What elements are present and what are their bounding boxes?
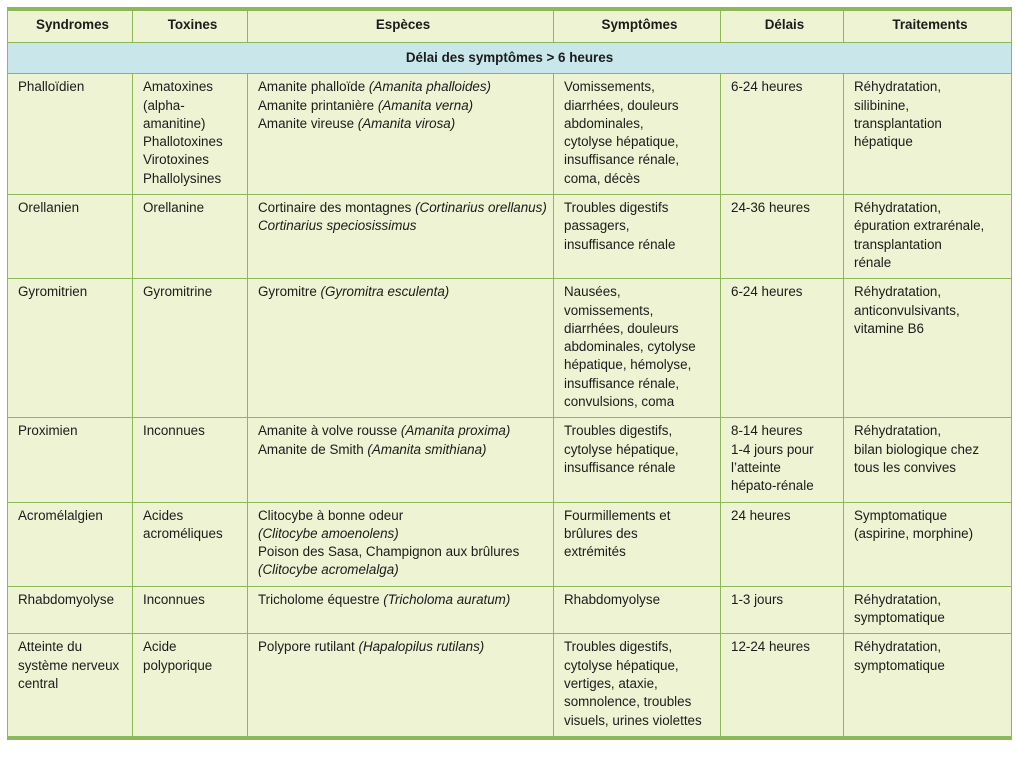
syndrome-line: système nerveux — [18, 657, 120, 673]
toxins-line: Phallolysines — [143, 170, 222, 186]
species-cell — [248, 74, 554, 195]
syndrome-line: Phalloïdien — [18, 79, 85, 95]
species-latin-name: (Tricholoma auratum) — [383, 591, 511, 607]
toxins-line: Orellanine — [143, 200, 205, 216]
syndrome-line: Gyromitrien — [18, 284, 88, 300]
symptoms-cell — [554, 586, 721, 634]
symptoms-line: Rhabdomyolyse — [564, 591, 661, 607]
species-cell — [248, 279, 554, 418]
symptoms-line: Fourmillements et — [564, 507, 671, 523]
toxins-line: acroméliques — [143, 525, 223, 541]
species-line — [258, 591, 548, 609]
treatments-line: bilan biologique chez — [854, 441, 980, 457]
header-symptomes: Symptômes — [554, 9, 721, 43]
toxins-line: polyporique — [143, 657, 213, 673]
toxins-line: Phallotoxines — [143, 134, 223, 150]
symptoms-cell — [554, 279, 721, 418]
treatments-line: Réhydratation, — [854, 200, 942, 216]
toxins-cell — [133, 195, 248, 279]
delays-line: hépato-rénale — [731, 478, 814, 494]
symptoms-line: vertiges, ataxie, — [564, 675, 658, 691]
treatments-line: (aspirine, morphine) — [854, 525, 974, 541]
section-band: Délai des symptômes > 6 heures — [8, 43, 1012, 74]
syndrome-cell — [8, 586, 133, 634]
treatments-line: Réhydratation, — [854, 591, 942, 607]
symptoms-line: diarrhées, douleurs — [564, 320, 679, 336]
syndrome-cell — [8, 418, 133, 502]
treatments-cell — [844, 634, 1012, 738]
delays-line: 24 heures — [731, 507, 791, 523]
toxins-line: Inconnues — [143, 591, 205, 607]
delays-line: 8-14 heures — [731, 423, 803, 439]
symptoms-cell — [554, 195, 721, 279]
syndrome-cell — [8, 634, 133, 738]
table-row — [8, 74, 1012, 195]
syndrome-line: Rhabdomyolyse — [18, 591, 115, 607]
species-cell — [248, 418, 554, 502]
symptoms-cell — [554, 502, 721, 586]
species-common-name: Amanite printanière — [258, 97, 378, 113]
species-line — [258, 638, 548, 656]
symptoms-line: Troubles digestifs, — [564, 639, 673, 655]
treatments-line: tous les convives — [854, 459, 956, 475]
species-common-name: Amanite vireuse — [258, 115, 358, 131]
species-latin-name: (Amanita verna) — [377, 97, 474, 113]
species-line — [258, 115, 548, 133]
syndrome-line: Atteinte du — [18, 639, 83, 655]
syndrome-cell — [8, 74, 133, 195]
toxins-cell — [133, 279, 248, 418]
header-especes: Espèces — [248, 9, 554, 43]
species-common-name: Gyromitre — [258, 284, 321, 300]
symptoms-cell — [554, 418, 721, 502]
treatments-line: symptomatique — [854, 657, 945, 673]
toxins-line: Inconnues — [143, 423, 205, 439]
table-row — [8, 502, 1012, 586]
species-line — [258, 199, 548, 217]
symptoms-line: hépatique, hémolyse, — [564, 357, 692, 373]
section-band-row — [8, 43, 1012, 74]
species-latin-name: (Cortinarius orellanus) — [415, 200, 547, 216]
symptoms-cell — [554, 634, 721, 738]
toxins-cell — [133, 502, 248, 586]
symptoms-line: passagers, — [564, 218, 630, 234]
species-latin-name: (Amanita proxima) — [400, 423, 511, 439]
symptoms-line: Troubles digestifs, — [564, 423, 673, 439]
species-latin-name: (Hapalopilus rutilans) — [358, 639, 485, 655]
treatments-cell — [844, 502, 1012, 586]
table-row — [8, 195, 1012, 279]
delays-line: 1-3 jours — [731, 591, 784, 607]
syndrome-cell — [8, 195, 133, 279]
symptoms-cell — [554, 74, 721, 195]
species-cell — [248, 195, 554, 279]
treatments-line: anticonvulsivants, — [854, 302, 960, 318]
delays-cell — [721, 634, 844, 738]
symptoms-line: insuffisance rénale, — [564, 375, 680, 391]
delays-line: l’atteinte — [731, 459, 781, 475]
species-common-name: Amanite de Smith — [258, 441, 368, 457]
species-line — [258, 441, 548, 459]
syndrome-cell — [8, 279, 133, 418]
syndrome-line: Proximien — [18, 423, 78, 439]
symptoms-line: cytolyse hépatique, — [564, 657, 679, 673]
treatments-line: silibinine, — [854, 97, 910, 113]
species-common-name: Cortinaire des montagnes — [258, 200, 416, 216]
table-row — [8, 418, 1012, 502]
delays-cell — [721, 279, 844, 418]
toxins-cell — [133, 634, 248, 738]
treatments-line: Réhydratation, — [854, 423, 942, 439]
species-line — [258, 525, 548, 543]
species-common-name: Polypore rutilant — [258, 639, 359, 655]
symptoms-line: extrémités — [564, 544, 626, 560]
species-common-name: Poison des Sasa, Champignon aux brûlures — [258, 544, 520, 560]
species-line — [258, 543, 548, 561]
toxins-cell — [133, 586, 248, 634]
table-row — [8, 279, 1012, 418]
species-latin-name: (Amanita phalloides) — [368, 79, 491, 95]
symptoms-line: Nausées, — [564, 284, 621, 300]
species-line — [258, 217, 548, 235]
toxins-line: Virotoxines — [143, 152, 209, 168]
symptoms-line: insuffisance rénale, — [564, 152, 680, 168]
treatments-cell — [844, 586, 1012, 634]
species-latin-name: Cortinarius speciosissimus — [258, 218, 417, 234]
syndrome-line: Acromélalgien — [18, 507, 103, 523]
toxins-line: Amatoxines — [143, 79, 213, 95]
toxins-line: Acide — [143, 639, 177, 655]
species-line — [258, 97, 548, 115]
table-container — [7, 7, 1011, 740]
treatments-line: Réhydratation, — [854, 284, 942, 300]
syndrome-line: central — [18, 675, 59, 691]
treatments-line: Réhydratation, — [854, 79, 942, 95]
species-common-name: Tricholome équestre — [258, 591, 384, 607]
delays-cell — [721, 195, 844, 279]
symptoms-line: abdominales, cytolyse — [564, 339, 696, 355]
table-row — [8, 634, 1012, 738]
toxins-line: Acides — [143, 507, 184, 523]
header-delais: Délais — [721, 9, 844, 43]
toxins-line: Gyromitrine — [143, 284, 213, 300]
delays-cell — [721, 502, 844, 586]
treatments-line: symptomatique — [854, 610, 945, 626]
species-common-name: Amanite phalloïde — [258, 79, 369, 95]
species-latin-name: (Gyromitra esculenta) — [320, 284, 450, 300]
species-latin-name: (Clitocybe amoenolens) — [258, 525, 399, 541]
symptoms-line: vomissements, — [564, 302, 654, 318]
symptoms-line: convulsions, coma — [564, 394, 675, 410]
symptoms-line: abdominales, — [564, 115, 644, 131]
symptoms-line: Vomissements, — [564, 79, 655, 95]
delays-line: 6-24 heures — [731, 284, 803, 300]
species-cell — [248, 634, 554, 738]
table-row — [8, 586, 1012, 634]
treatments-cell — [844, 279, 1012, 418]
header-row — [8, 9, 1012, 43]
symptoms-line: cytolyse hépatique, — [564, 441, 679, 457]
delays-cell — [721, 74, 844, 195]
delays-cell — [721, 418, 844, 502]
treatments-cell — [844, 418, 1012, 502]
treatments-line: transplantation — [854, 115, 942, 131]
treatments-line: vitamine B6 — [854, 320, 924, 336]
species-line — [258, 561, 548, 579]
species-common-name: Clitocybe à bonne odeur — [258, 507, 404, 523]
toxins-cell — [133, 418, 248, 502]
treatments-line: épuration extrarénale, — [854, 218, 985, 234]
species-cell — [248, 502, 554, 586]
symptoms-line: brûlures des — [564, 525, 638, 541]
symptoms-line: insuffisance rénale — [564, 236, 676, 252]
species-line — [258, 422, 548, 440]
species-latin-name: (Amanita virosa) — [357, 115, 456, 131]
header-syndromes: Syndromes — [8, 9, 133, 43]
header-traitements: Traitements — [844, 9, 1012, 43]
species-cell — [248, 586, 554, 634]
treatments-cell — [844, 195, 1012, 279]
species-latin-name: (Amanita smithiana) — [367, 441, 487, 457]
symptoms-line: Troubles digestifs — [564, 200, 669, 216]
symptoms-line: somnolence, troubles — [564, 694, 692, 710]
treatments-cell — [844, 74, 1012, 195]
toxins-cell — [133, 74, 248, 195]
symptoms-line: insuffisance rénale — [564, 459, 676, 475]
toxins-line: (alpha-amanitine) — [143, 97, 206, 131]
species-common-name: Amanite à volve rousse — [258, 423, 401, 439]
symptoms-line: diarrhées, douleurs — [564, 97, 679, 113]
treatments-line: Symptomatique — [854, 507, 948, 523]
species-line — [258, 78, 548, 96]
delays-line: 6-24 heures — [731, 79, 803, 95]
treatments-line: rénale — [854, 254, 892, 270]
treatments-line: transplantation — [854, 236, 942, 252]
delays-line: 1-4 jours pour — [731, 441, 814, 457]
species-line — [258, 507, 548, 525]
symptoms-line: cytolyse hépatique, — [564, 134, 679, 150]
symptoms-line: visuels, urines violettes — [564, 712, 702, 728]
species-line — [258, 283, 548, 301]
mushroom-poisoning-table — [7, 7, 1012, 740]
syndrome-line: Orellanien — [18, 200, 80, 216]
delays-line: 24-36 heures — [731, 200, 810, 216]
header-toxines: Toxines — [133, 9, 248, 43]
symptoms-line: coma, décès — [564, 170, 640, 186]
treatments-line: hépatique — [854, 134, 913, 150]
species-latin-name: (Clitocybe acromelalga) — [258, 562, 399, 578]
syndrome-cell — [8, 502, 133, 586]
delays-cell — [721, 586, 844, 634]
delays-line: 12-24 heures — [731, 639, 810, 655]
treatments-line: Réhydratation, — [854, 639, 942, 655]
